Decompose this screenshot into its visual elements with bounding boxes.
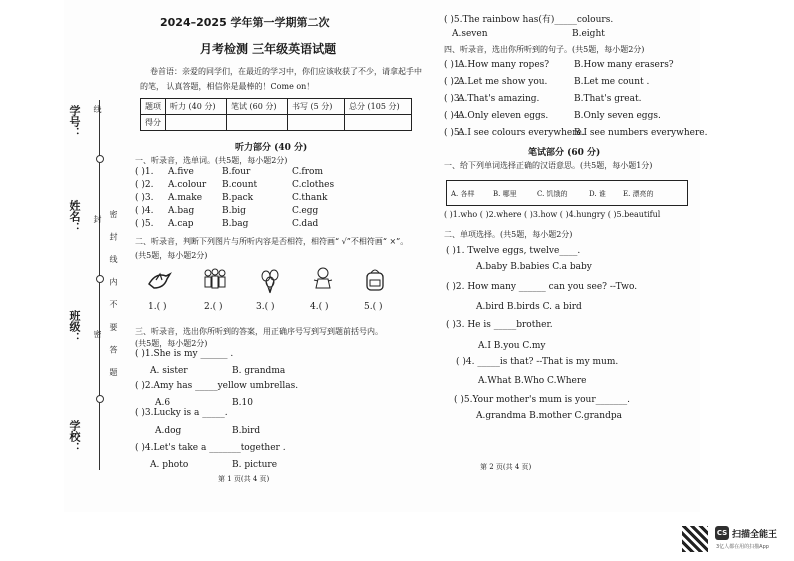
binding-hole [96,275,104,283]
watermark-name: 扫描全能王 [732,530,778,540]
q4-num: ( )4. [444,111,463,121]
q3-option: B.bird [232,426,261,436]
word-bank-item: A. 各样 [451,190,475,198]
w2-options: A.bird B.birds C. a bird [476,302,582,312]
balloons-icon [258,268,284,294]
w2-question: ( )1. Twelve eggs, twelve____. [446,246,581,256]
q1-num: ( )2. [135,180,154,190]
student-number-label: 学号： [68,105,81,138]
score-cell[interactable] [288,115,345,131]
watermark-subtitle: 3亿人都在用的扫描App [716,544,769,550]
q3-option: A. sister [150,366,188,376]
intro-line2: 的笔， 认真答题，相信你是最棒的！Come on！ [140,82,315,91]
w2-options: A.grandma B.mother C.grandpa [476,411,622,421]
q4-title: 四、听录音，选出你所听到的句子。(共5题，每小题2分) [444,45,645,54]
written-section-title: 笔试部分 (60 分) [528,148,601,158]
score-header: 总分 (105 分) [345,99,412,115]
family-icon [202,266,228,292]
score-cell[interactable] [166,115,227,131]
gutter-seal-label: 封 [93,215,102,229]
q1-option: B.pack [222,193,254,203]
word-bank-item: D. 谁 [589,190,606,198]
w2-options: A.baby B.babies C.a baby [476,262,592,272]
bird-icon [146,268,172,294]
q4-num: ( )3. [444,94,463,104]
q4-option: B.How many erasers? [574,60,674,70]
w2-question: ( )2. How many ______ can you see? --Two. [446,282,638,292]
backpack-icon [362,266,388,292]
q3-option: A.6 [155,398,171,408]
score-header: 笔试 (60 分) [227,99,288,115]
page-footer-1: 第 1 页(共 4 页) [218,475,270,483]
q3-title: 三、听录音，选出你所听到的答案，用正确序号写到写到题前括号内。 [135,327,383,336]
q3-question: ( )3.Lucky is a _____. [135,408,228,418]
q2-answer[interactable]: 5.( ) [364,302,383,312]
q3-option: B. picture [232,460,278,470]
gutter-line-label: 线 [93,105,102,119]
q1-option: A.make [168,193,203,203]
q3-option: A.dog [155,426,182,436]
q4-option: A.How many ropes? [458,60,550,70]
q2-answer[interactable]: 3.( ) [256,302,275,312]
q2-answer[interactable]: 1.( ) [148,302,167,312]
q4-option: B.That's great. [574,94,642,104]
q1-option: B.bag [222,219,249,229]
w2-title: 二、单项选择。(共5题，每小题2分) [444,230,573,239]
q1-num: ( )4. [135,206,154,216]
class-label: 班级： [68,310,81,343]
exam-title: 2024–2025 学年第一学期第二次 [160,16,330,29]
q1-option: C.egg [292,206,319,216]
w2-question: ( )4. _____is that? --That is my mum. [456,357,619,367]
word-bank-item: B. 哪里 [493,190,517,198]
q4-num: ( )1. [444,60,463,70]
q1-num: ( )3. [135,193,154,203]
q2-answer[interactable]: 4.( ) [310,302,329,312]
q4-option: A.That's amazing. [458,94,540,104]
score-header: 题项 [141,99,166,115]
q3-option: A. photo [150,460,189,470]
q1-option: A.colour [168,180,207,190]
q4-num: ( )2. [444,77,463,87]
w2-question: ( )5.Your mother's mum is your_______. [454,395,631,405]
q1-option: A.five [168,167,194,177]
q4-option: A.I see colours everywhere. [458,128,585,138]
listening-section-title: 听力部分 (40 分) [235,143,308,153]
q1-option: C.dad [292,219,319,229]
q3-option: B.eight [572,29,605,39]
q3-option: A.seven [452,29,488,39]
girl-icon [310,266,336,292]
q2-subtitle: (共5题，每小题2分) [135,251,208,260]
q1-num: ( )1. [135,167,154,177]
q3-question: ( )1.She is my ______ . [135,349,234,359]
q1-option: C.thank [292,193,328,203]
q4-option: B.I see numbers everywhere. [574,128,708,138]
q4-option: A.Let me show you. [458,77,548,87]
exam-subtitle: 月考检测 三年级英语试题 [200,42,337,56]
w2-options: A.I B.you C.my [478,341,546,351]
school-label: 学校： [68,420,81,453]
w1-title: 一、给下列单词选择正确的汉语意思。(共5题，每小题1分) [444,161,653,170]
q1-title: 一、听录音，选单词。(共5题，每小题2分) [135,156,288,165]
q1-option: B.four [222,167,251,177]
q4-num: ( )5. [444,128,463,138]
q1-num: ( )5. [135,219,154,229]
q1-option: C.from [292,167,324,177]
score-table [140,98,412,131]
score-row-label: 得分 [141,115,166,131]
q3-question: ( )4.Let's take a _______together . [135,443,286,453]
gutter-secret-label: 密 [93,330,102,344]
camscanner-logo-icon: CS [715,526,729,540]
word-bank-box [446,180,688,206]
q1-option: B.big [222,206,246,216]
q3-question: ( )2.Amy has _____yellow umbrellas. [135,381,299,391]
q1-option: A.cap [168,219,194,229]
qr-code-icon [682,526,708,552]
q4-option: B.Only seven eggs. [574,111,661,121]
q3-subtitle: (共5题，每小题2分) [135,339,208,348]
q1-option: C.clothes [292,180,335,190]
score-cell[interactable] [345,115,412,131]
q2-answer[interactable]: 2.( ) [204,302,223,312]
seal-warning: 密 封 线 内 不 要 答 题 [109,210,118,382]
word-bank-item: C. 饥饿的 [537,190,568,198]
q1-option: A.bag [168,206,195,216]
binding-hole [96,155,104,163]
q2-title: 二、听录音，判断下列图片与所听内容是否相符，相符画“ √”不相符画“ ×”。 [135,237,409,246]
word-bank-item: E. 漂亮的 [623,190,654,198]
name-label: 姓名： [68,200,81,233]
q4-option: A.Only eleven eggs. [458,111,549,121]
binding-hole [96,395,104,403]
q4-option: B.Let me count . [574,77,650,87]
page-footer-2: 第 2 页(共 4 页) [480,463,532,471]
q3-question: ( )5.The rainbow has(有)_____colours. [444,15,614,25]
q1-option: B.count [222,180,258,190]
score-header: 书写 (5 分) [288,99,345,115]
w2-options: A.What B.Who C.Where [478,376,587,386]
q3-option: B.10 [232,398,253,408]
w1-items: ( )1.who ( )2.where ( )3.how ( )4.hungry ( )5.beautiful [444,210,661,219]
intro-line1: 卷首语：亲爱的同学们，在最近的学习中，你们应该收获了不少，请拿起手中 [150,67,422,76]
score-cell[interactable] [227,115,288,131]
w2-question: ( )3. He is _____brother. [446,320,553,330]
score-header: 听力 (40 分) [166,99,227,115]
q3-option: B. grandma [232,366,286,376]
